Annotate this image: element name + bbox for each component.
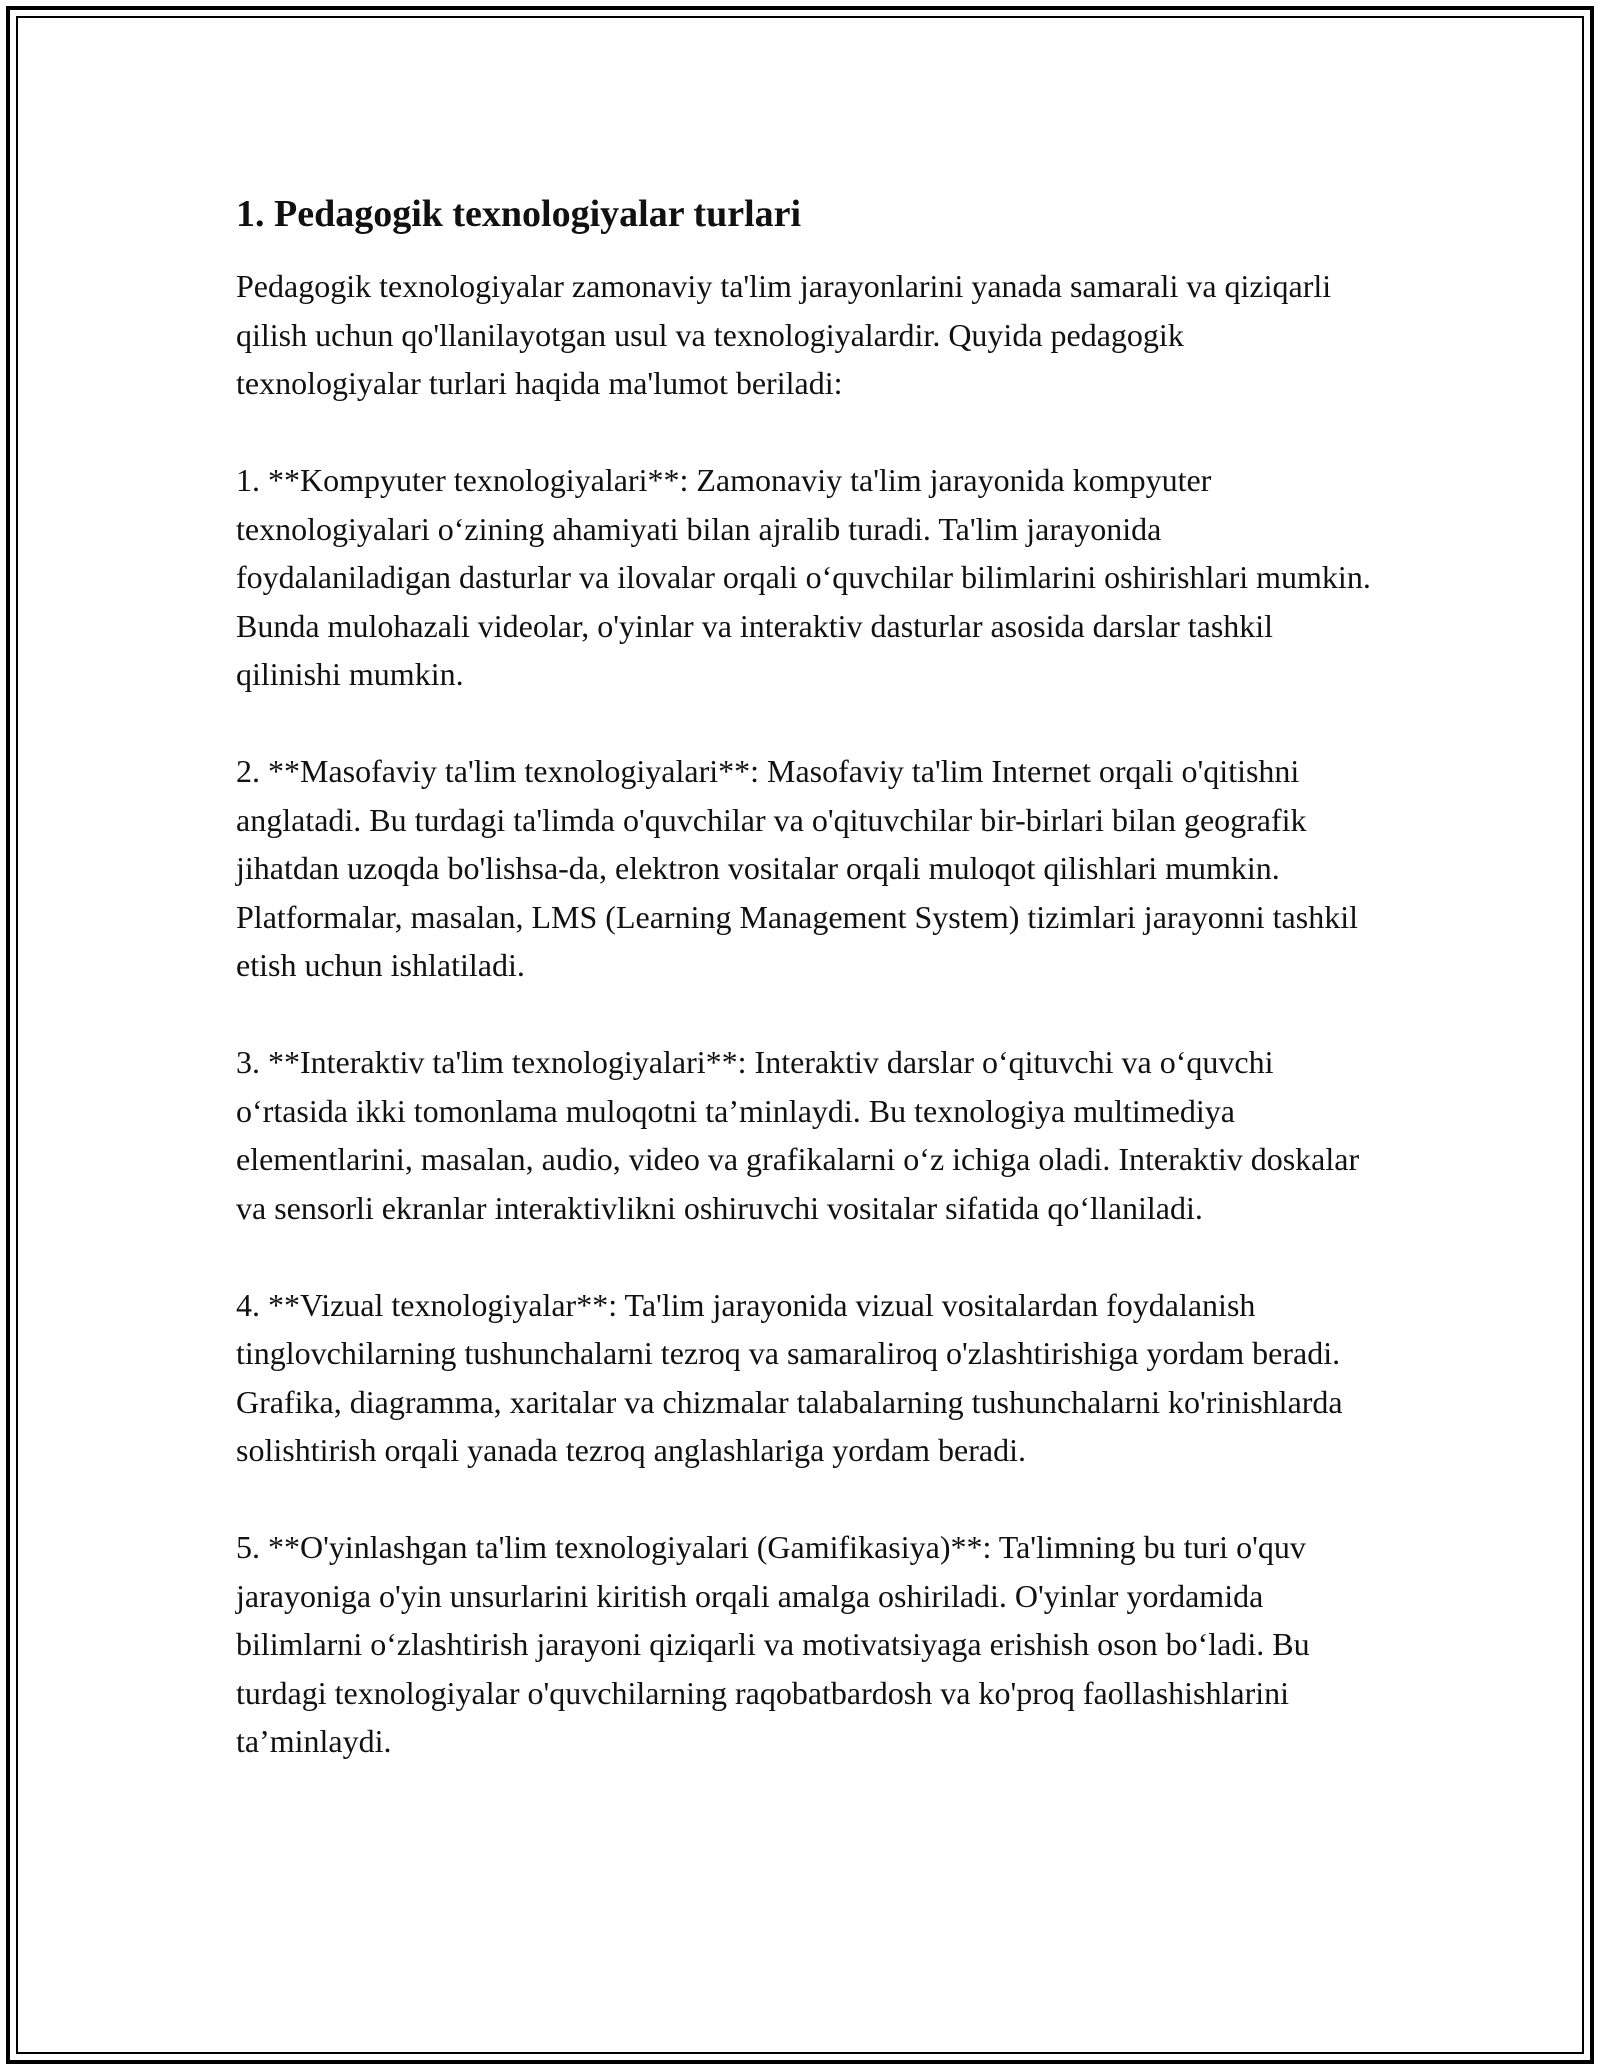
section-title: 1. Pedagogik texnologiyalar turlari	[236, 193, 802, 235]
paragraph-gamification: 5. **O'yinlashgan ta'lim texnologiyalari (Gamifikasiya)**: Ta'limning bu turi o'quv jarayoniga o'yin unsurlarini kiritish orqali amalga oshiriladi. O'yinlar yordamida bilimlarni o‘zlashtirish jarayoni qiziqarli va motivatsiyaga erishish oson bo‘ladi. Bu turdagi texnologiyalar o'quvchilarning raqobatbardosh va ko'proq faollashishlarini ta’minlaydi.	[236, 1529, 1310, 1759]
document-body	[236, 188, 1376, 1766]
paragraph-computer-technologies: 1. **Kompyuter texnologiyalari**: Zamonaviy ta'lim jarayonida kompyuter texnologiyalari o‘zining ahamiyati bilan ajralib turadi. Ta'lim jarayonida foydalaniladigan dasturlar va ilovalar orqali o‘quvchilar bilimlarini oshirishlari mumkin. Bunda mulohazali videolar, o'yinlar va interaktiv dasturlar asosida darslar tashkil qilinishi mumkin.	[236, 462, 1371, 692]
paragraph-distance-learning: 2. **Masofaviy ta'lim texnologiyalari**: Masofaviy ta'lim Internet orqali o'qitishni anglatadi. Bu turdagi ta'limda o'quvchilar va o'qituvchilar bir-birlari bilan geografik jihatdan uzoqda bo'lishsa-da, elektron vositalar orqali muloqot qilishlari mumkin. Platformalar, masalan, LMS (Learning Management System) tizimlari jarayonni tashkil etish uchun ishlatiladi.	[236, 753, 1358, 983]
paragraph-interactive-learning: 3. **Interaktiv ta'lim texnologiyalari**: Interaktiv darslar o‘qituvchi va o‘quvchi o‘rtasida ikki tomonlama muloqotni ta’minlaydi. Bu texnologiya multimediya elementlarini, masalan, audio, video va grafikalarni o‘z ichiga oladi. Interaktiv doskalar va sensorli ekranlar interaktivlikni oshiruvchi vositalar sifatida qo‘llaniladi.	[236, 1044, 1360, 1226]
paragraph-visual-technologies: 4. **Vizual texnologiyalar**: Ta'lim jarayonida vizual vositalardan foydalanish tinglovchilarning tushunchalarni tezroq va samaraliroq o'zlashtirishiga yordam beradi. Grafika, diagramma, xaritalar va chizmalar talabalarning tushunchalarni ko'rinishlarda solishtirish orqali yanada tezroq anglashlariga yordam beradi.	[236, 1286, 1343, 1468]
intro-paragraph: Pedagogik texnologiyalar zamonaviy ta'lim jarayonlarini yanada samarali va qiziqarli qilish uchun qo'llanilayotgan usul va texnologiyalardir. Quyida pedagogik texnologiyalar turlari haqida ma'lumot beriladi:	[236, 268, 1332, 401]
